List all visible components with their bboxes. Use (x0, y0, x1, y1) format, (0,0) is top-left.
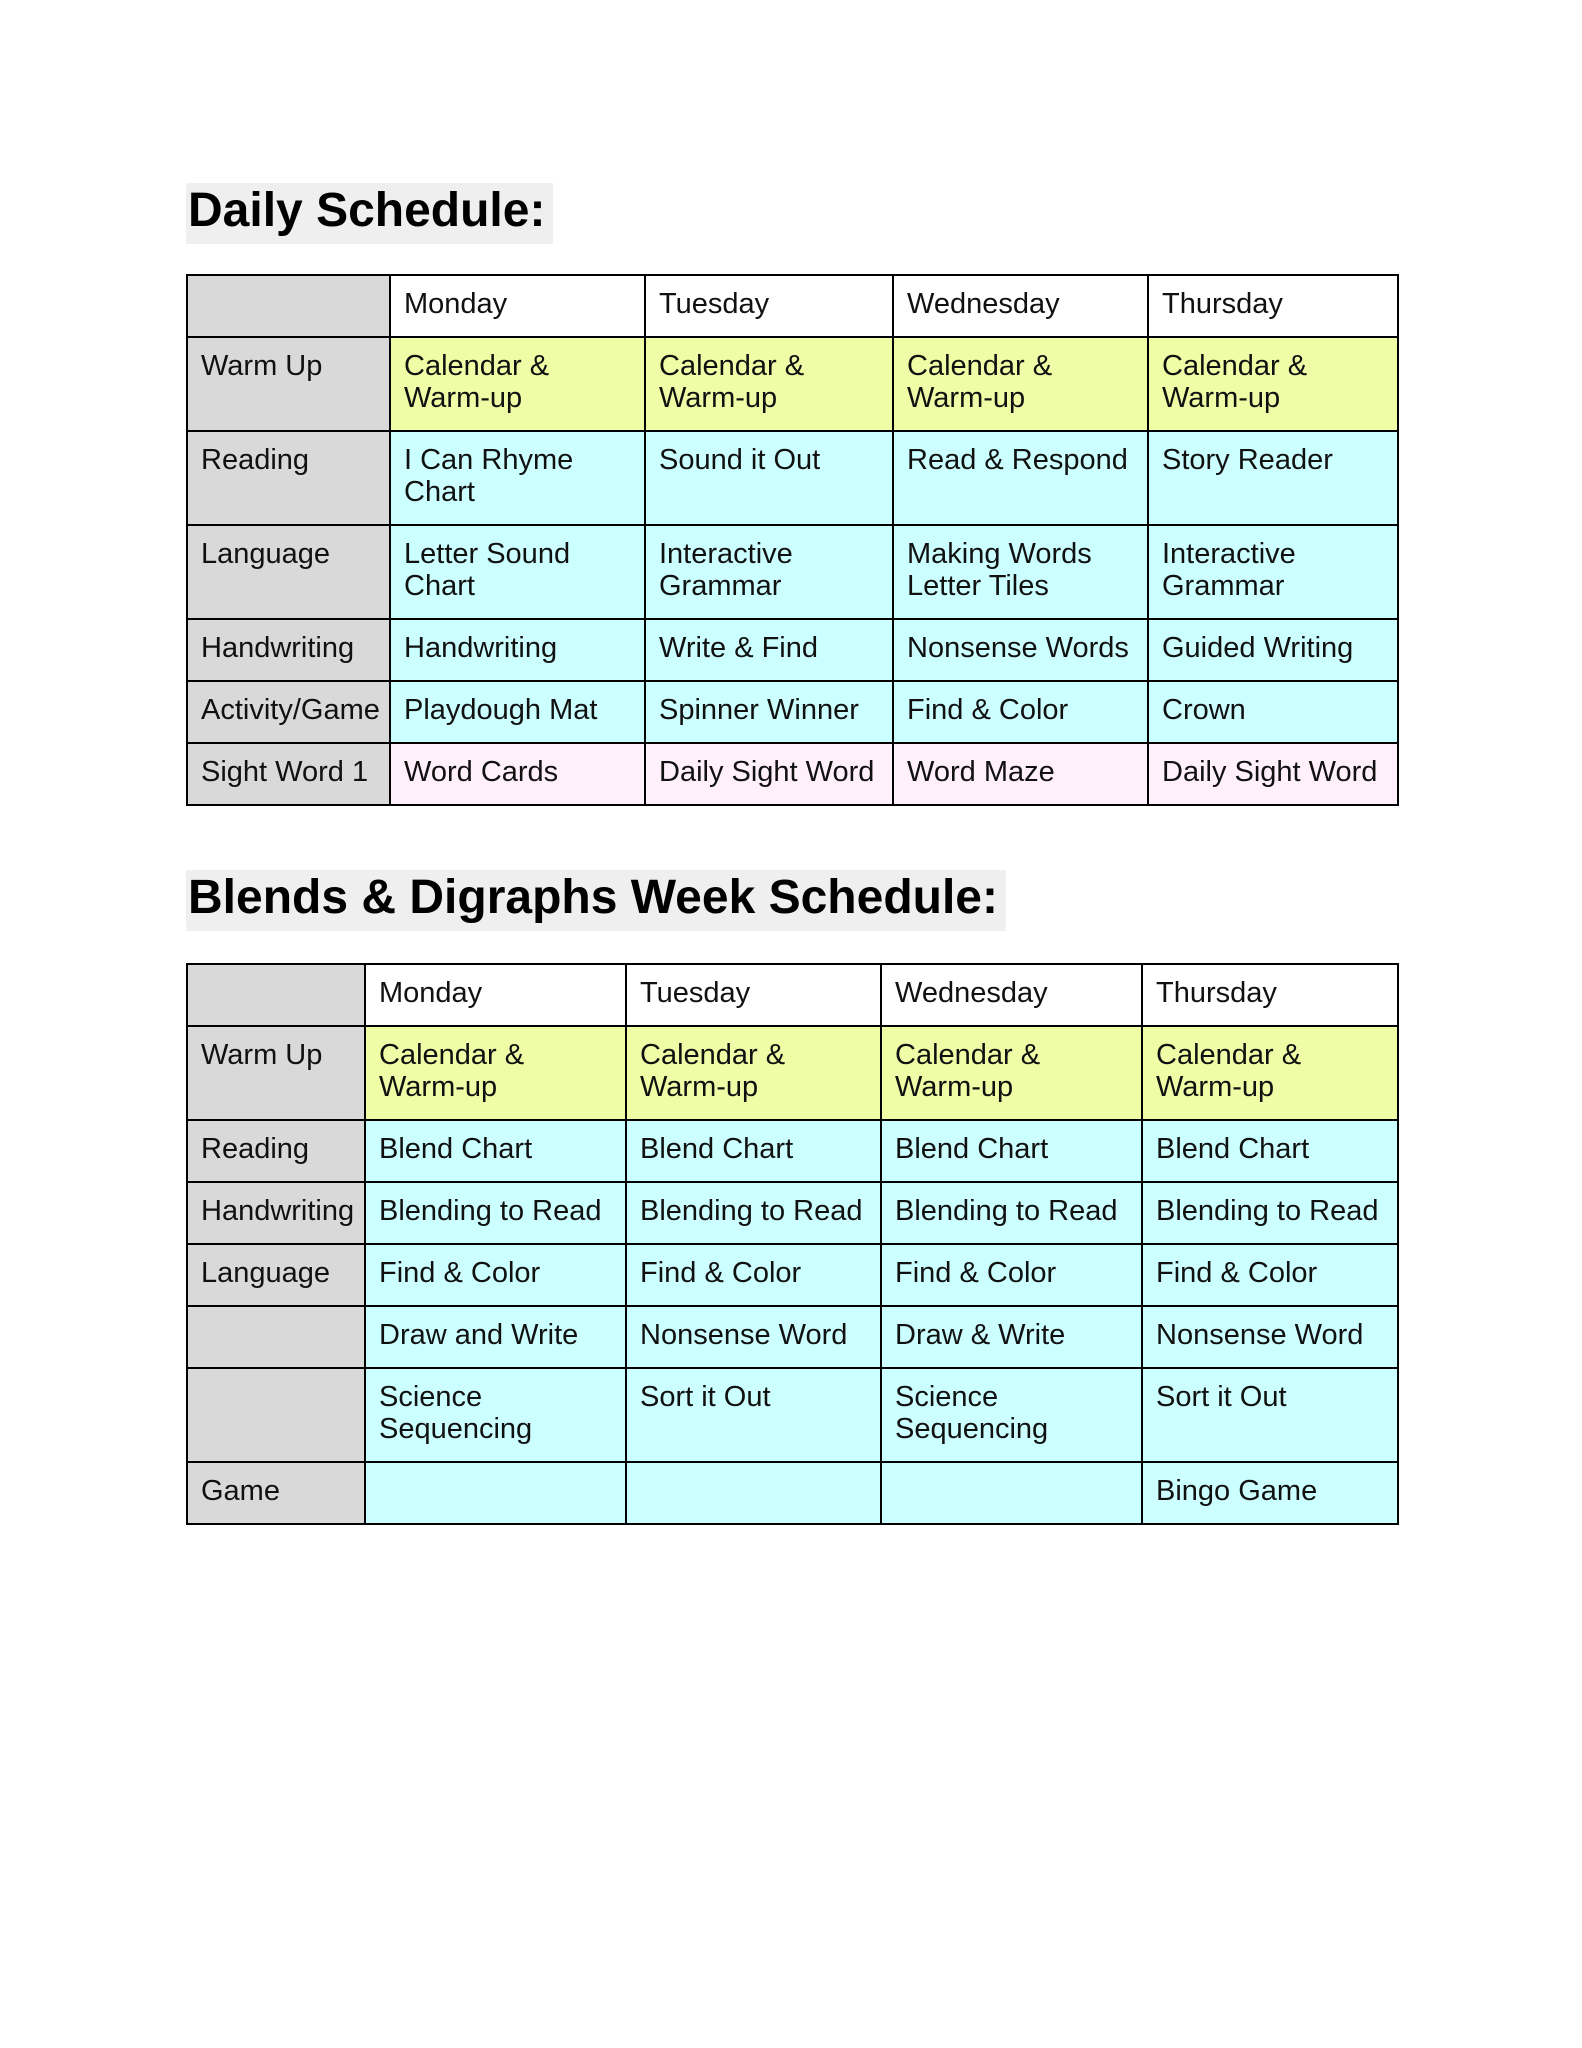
schedule-cell: Sort it Out (626, 1368, 881, 1462)
corner-cell (187, 275, 390, 337)
schedule-cell (881, 1462, 1142, 1524)
schedule-cell: Draw and Write (365, 1306, 626, 1368)
day-header-tuesday: Tuesday (645, 275, 893, 337)
schedule-cell: Nonsense Word (626, 1306, 881, 1368)
schedule-cell: Science Sequencing (881, 1368, 1142, 1462)
schedule-cell: Write & Find (645, 619, 893, 681)
day-header-wednesday: Wednesday (893, 275, 1148, 337)
schedule-cell: Calendar & Warm-up (390, 337, 645, 431)
row-label-reading: Reading (187, 1120, 365, 1182)
schedule-cell: Find & Color (1142, 1244, 1398, 1306)
row-label-language: Language (187, 525, 390, 619)
table-row (187, 1120, 1398, 1182)
table-row (187, 431, 1398, 525)
schedule-cell: Daily Sight Word (1148, 743, 1398, 805)
schedule-cell: Guided Writing (1148, 619, 1398, 681)
day-header-tuesday: Tuesday (626, 964, 881, 1026)
schedule-cell: Calendar & Warm-up (881, 1026, 1142, 1120)
schedule-cell: Interactive Grammar (1148, 525, 1398, 619)
day-header-monday: Monday (390, 275, 645, 337)
table-row (187, 1182, 1398, 1244)
table-header-row (187, 275, 1398, 337)
schedule-cell: Letter Sound Chart (390, 525, 645, 619)
corner-cell (187, 964, 365, 1026)
schedule-cell: Blending to Read (365, 1182, 626, 1244)
schedule-cell (626, 1462, 881, 1524)
schedule-cell: Blending to Read (1142, 1182, 1398, 1244)
day-header-monday: Monday (365, 964, 626, 1026)
table-row (187, 743, 1398, 805)
table-row (187, 619, 1398, 681)
schedule-cell: I Can Rhyme Chart (390, 431, 645, 525)
schedule-cell (365, 1462, 626, 1524)
schedule-cell: Blend Chart (881, 1120, 1142, 1182)
schedule-cell: Calendar & Warm-up (626, 1026, 881, 1120)
schedule-cell: Story Reader (1148, 431, 1398, 525)
schedule-cell: Sound it Out (645, 431, 893, 525)
row-label-handwriting: Handwriting (187, 619, 390, 681)
table-row (187, 1306, 1398, 1368)
day-header-thursday: Thursday (1148, 275, 1398, 337)
schedule-cell: Bingo Game (1142, 1462, 1398, 1524)
schedule-cell: Handwriting (390, 619, 645, 681)
schedule-cell: Calendar & Warm-up (1142, 1026, 1398, 1120)
schedule-cell: Interactive Grammar (645, 525, 893, 619)
schedule-cell: Word Maze (893, 743, 1148, 805)
schedule-cell: Crown (1148, 681, 1398, 743)
row-label-reading: Reading (187, 431, 390, 525)
schedule-cell: Calendar & Warm-up (645, 337, 893, 431)
row-label-sight-word: Sight Word 1 (187, 743, 390, 805)
schedule-cell: Blend Chart (626, 1120, 881, 1182)
table-row (187, 1368, 1398, 1462)
schedule-cell: Read & Respond (893, 431, 1148, 525)
table-row (187, 681, 1398, 743)
table-row (187, 1026, 1398, 1120)
schedule-cell: Calendar & Warm-up (893, 337, 1148, 431)
blends-schedule-table (186, 963, 1399, 1525)
row-label-empty (187, 1306, 365, 1368)
schedule-cell: Making Words Letter Tiles (893, 525, 1148, 619)
table-row (187, 1244, 1398, 1306)
row-label-activity-game: Activity/Game (187, 681, 390, 743)
row-label-warm-up: Warm Up (187, 337, 390, 431)
schedule-cell: Blending to Read (626, 1182, 881, 1244)
table-header-row (187, 964, 1398, 1026)
schedule-cell: Nonsense Word (1142, 1306, 1398, 1368)
schedule-cell: Find & Color (626, 1244, 881, 1306)
schedule-cell: Blend Chart (365, 1120, 626, 1182)
blends-schedule-title: Blends & Digraphs Week Schedule: (186, 870, 1006, 931)
row-label-empty (187, 1368, 365, 1462)
row-label-language: Language (187, 1244, 365, 1306)
table-row (187, 1462, 1398, 1524)
day-header-thursday: Thursday (1142, 964, 1398, 1026)
schedule-cell: Nonsense Words (893, 619, 1148, 681)
schedule-cell: Spinner Winner (645, 681, 893, 743)
row-label-warm-up: Warm Up (187, 1026, 365, 1120)
schedule-cell: Blending to Read (881, 1182, 1142, 1244)
day-header-wednesday: Wednesday (881, 964, 1142, 1026)
schedule-cell: Word Cards (390, 743, 645, 805)
schedule-cell: Find & Color (893, 681, 1148, 743)
schedule-cell: Find & Color (365, 1244, 626, 1306)
schedule-cell: Calendar & Warm-up (365, 1026, 626, 1120)
table-row (187, 337, 1398, 431)
schedule-cell: Daily Sight Word (645, 743, 893, 805)
daily-schedule-table (186, 274, 1399, 806)
schedule-cell: Playdough Mat (390, 681, 645, 743)
schedule-cell: Science Sequencing (365, 1368, 626, 1462)
schedule-cell: Find & Color (881, 1244, 1142, 1306)
row-label-handwriting: Handwriting (187, 1182, 365, 1244)
schedule-cell: Blend Chart (1142, 1120, 1398, 1182)
row-label-game: Game (187, 1462, 365, 1524)
table-row (187, 525, 1398, 619)
schedule-cell: Calendar & Warm-up (1148, 337, 1398, 431)
daily-schedule-title: Daily Schedule: (186, 183, 553, 244)
schedule-cell: Sort it Out (1142, 1368, 1398, 1462)
schedule-cell: Draw & Write (881, 1306, 1142, 1368)
